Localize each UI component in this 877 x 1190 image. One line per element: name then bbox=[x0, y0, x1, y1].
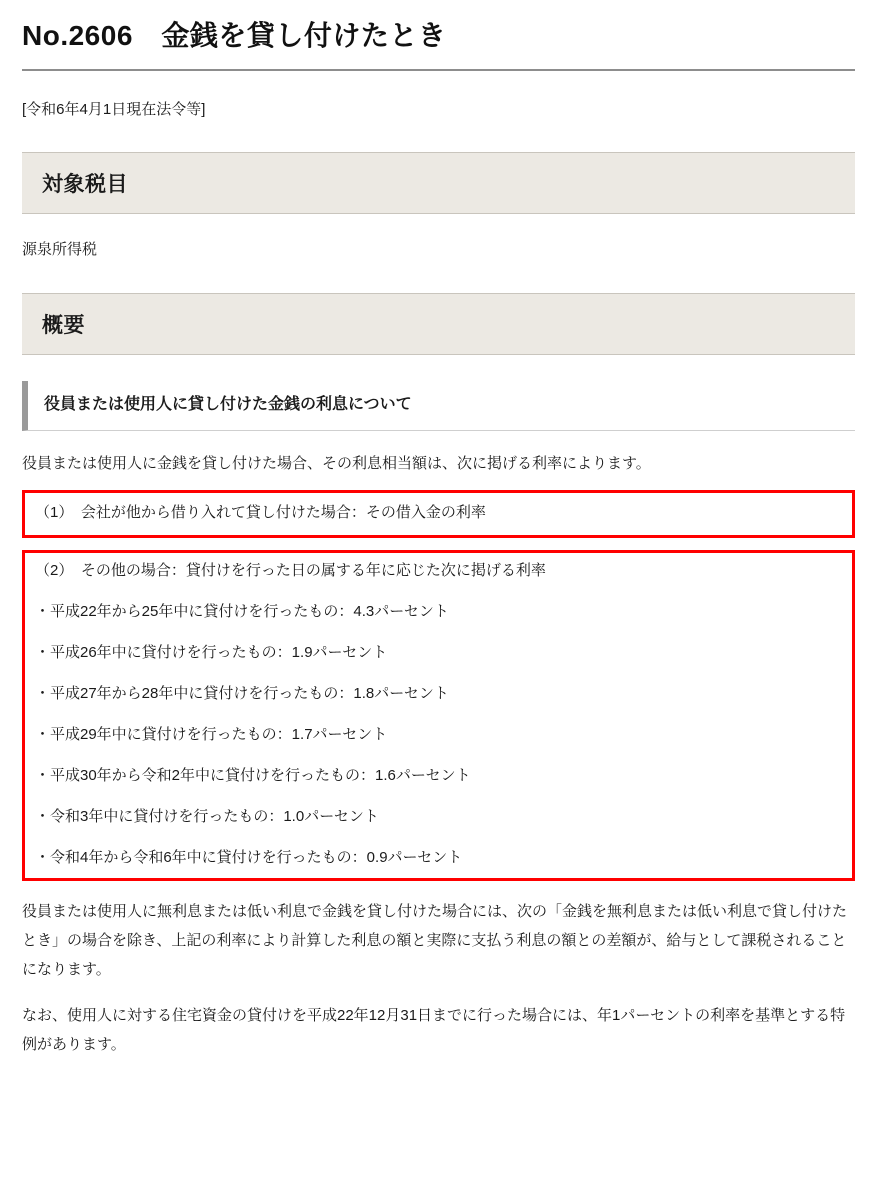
section-title-taxtype: 対象税目 bbox=[42, 172, 128, 196]
page-title: No.2606 金銭を貸し付けたとき bbox=[22, 20, 447, 51]
list-item: ・平成30年から令和2年中に貸付けを行ったもの：1.6パーセント bbox=[35, 766, 471, 784]
case-1-text: （1） 会社が他から借り入れて貸し付けた場合：その借入金の利率 bbox=[35, 503, 486, 521]
section-header-taxtype bbox=[22, 152, 855, 214]
list-item: ・平成22年から25年中に貸付けを行ったもの：4.3パーセント bbox=[35, 602, 449, 620]
law-date-note: [令和6年4月1日現在法令等] bbox=[22, 101, 206, 118]
subsection-heading-interest: 役員または使用人に貸し付けた金銭の利息について bbox=[22, 381, 855, 431]
highlight-box-case-1 bbox=[22, 490, 855, 538]
list-item: ・令和3年中に貸付けを行ったもの：1.0パーセント bbox=[35, 807, 379, 825]
section-body-taxtype: 源泉所得税 bbox=[22, 240, 98, 258]
closing-paragraph-1: 役員または使用人に無利息または低い利息で金銭を貸し付けた場合には、次の「金銭を無利息または低い利息で貸し付けたとき」の場合を除き、上記の利率により計算した利息の額と実際に支払う利息の額との差額が、給与として課税されることになります。 bbox=[22, 902, 848, 979]
case-2-rate-list bbox=[35, 600, 842, 870]
highlight-box-case-2 bbox=[22, 550, 855, 881]
closing-paragraph-2: なお、使用人に対する住宅資金の貸付けを平成22年12月31日までに行った場合には、年1パーセントの利率を基準とする特例があります。 bbox=[22, 1006, 846, 1053]
section-title-overview: 概要 bbox=[42, 313, 85, 337]
list-item: ・令和4年から令和6年中に貸付けを行ったもの：0.9パーセント bbox=[35, 848, 463, 866]
list-item: ・平成27年から28年中に貸付けを行ったもの：1.8パーセント bbox=[35, 684, 449, 702]
case-2-lead-text: （2） その他の場合：貸付けを行った日の属する年に応じた次に掲げる利率 bbox=[35, 561, 546, 579]
list-item: ・平成26年中に貸付けを行ったもの：1.9パーセント bbox=[35, 643, 388, 661]
list-item: ・平成29年中に貸付けを行ったもの：1.7パーセント bbox=[35, 725, 388, 743]
document-page bbox=[0, 18, 877, 1190]
intro-paragraph: 役員または使用人に金銭を貸し付けた場合、その利息相当額は、次に掲げる利率によります。 bbox=[22, 454, 651, 472]
section-header-overview bbox=[22, 293, 855, 355]
title-divider bbox=[22, 69, 855, 71]
